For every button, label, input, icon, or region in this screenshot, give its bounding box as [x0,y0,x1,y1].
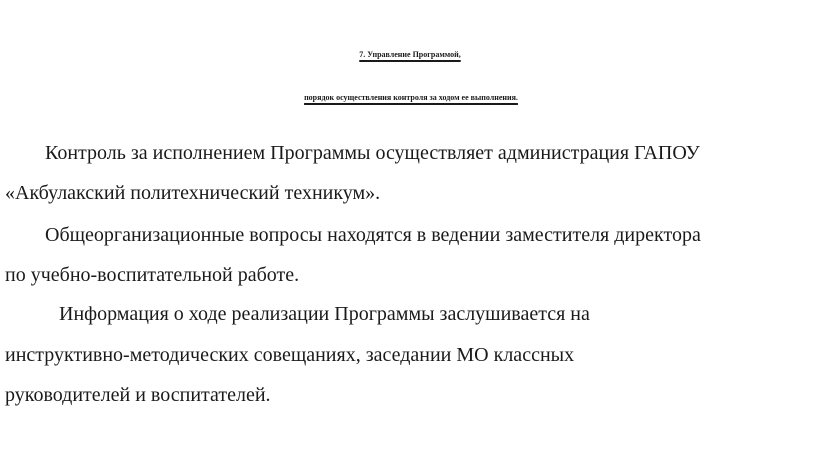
paragraph-information-line2: инструктивно-методических совещаниях, заседании МО классных [5,344,575,366]
paragraph-control-line1: Контроль за исполнением Программы осуществляет администрация ГАПОУ [45,142,700,164]
paragraph-control-line2: «Акбулакский политехнический техникум». [5,182,381,204]
paragraph-information-line1: Информация о ходе реализации Программы заслушивается на [59,303,590,325]
section-title: 7. Управление Программой, [359,50,461,59]
section-subtitle: порядок осуществления контроля за ходом ее выполнения. [304,93,518,102]
paragraph-information-line3: руководителей и воспитателей. [5,384,271,406]
paragraph-organization-line1: Общеорганизационные вопросы находятся в ведении заместителя директора [45,224,701,246]
paragraph-organization-line2: по учебно-воспитательной работе. [5,264,300,286]
